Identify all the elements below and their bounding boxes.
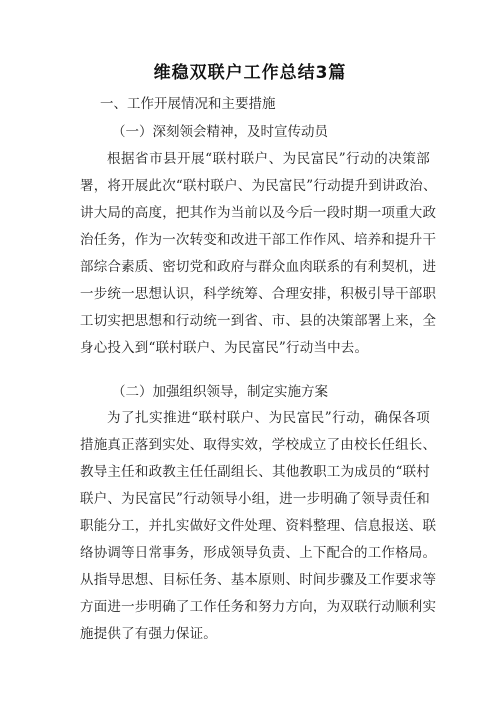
paragraph-1-line: 根据省市县开展“联村联户、为民富民”行动的决策部 <box>107 151 430 167</box>
paragraph-1-line: 部综合素质、密切党和政府与群众血肉联系的有利契机，进 <box>80 259 437 275</box>
document-title: 维稳双联户工作总结3篇 <box>153 63 347 83</box>
paragraph-2-line: 联户、为民富民”行动领导小组，进一步明确了领导责任和 <box>80 491 430 507</box>
paragraph-2-line: 措施真正落到实处、取得实效，学校成立了由校长任组长、 <box>80 437 437 453</box>
paragraph-1 <box>80 146 437 362</box>
paragraph-2-line: 方面进一步明确了工作任务和努力方向，为双联行动顺利实 <box>80 599 437 615</box>
paragraph-1-line: 一步统一思想认识，科学统筹、合理安排，积极引导干部职 <box>80 286 437 302</box>
subsection-heading-2: （二）加强组织领导，制定实施方案 <box>112 384 328 400</box>
paragraph-1-line: 署，将开展此次“联村联户、为民富民”行动提升到讲政治、 <box>80 178 437 194</box>
section-heading-1: 一、工作开展情况和主要措施 <box>100 96 276 112</box>
paragraph-2-line: 职能分工，并扎实做好文件处理、资料整理、信息报送、联 <box>80 518 437 534</box>
subsection-heading-1: （一）深刻领会精神，及时宣传动员 <box>112 124 328 140</box>
paragraph-1-line: 讲大局的高度，把其作为当前以及今后一段时期一项重大政 <box>80 205 437 221</box>
paragraph-2-line: 施提供了有强力保证。 <box>80 626 217 642</box>
paragraph-2-line: 教导主任和政教主任任副组长、其他教职工为成员的“联村 <box>80 464 430 480</box>
paragraph-2 <box>80 405 437 648</box>
paragraph-2-line: 从指导思想、目标任务、基本原则、时间步骤及工作要求等 <box>80 572 437 588</box>
paragraph-2-line: 络协调等日常事务，形成领导负责、上下配合的工作格局。 <box>80 545 437 561</box>
paragraph-2-line: 为了扎实推进“联村联户、为民富民”行动，确保各项 <box>107 410 430 426</box>
paragraph-1-line: 身心投入到“联村联户、为民富民”行动当中去。 <box>80 340 369 356</box>
paragraph-1-line: 治任务，作为一次转变和改进干部工作作风、培养和提升干 <box>80 232 437 248</box>
paragraph-1-line: 工切实把思想和行动统一到省、市、县的决策部署上来，全 <box>80 313 437 329</box>
